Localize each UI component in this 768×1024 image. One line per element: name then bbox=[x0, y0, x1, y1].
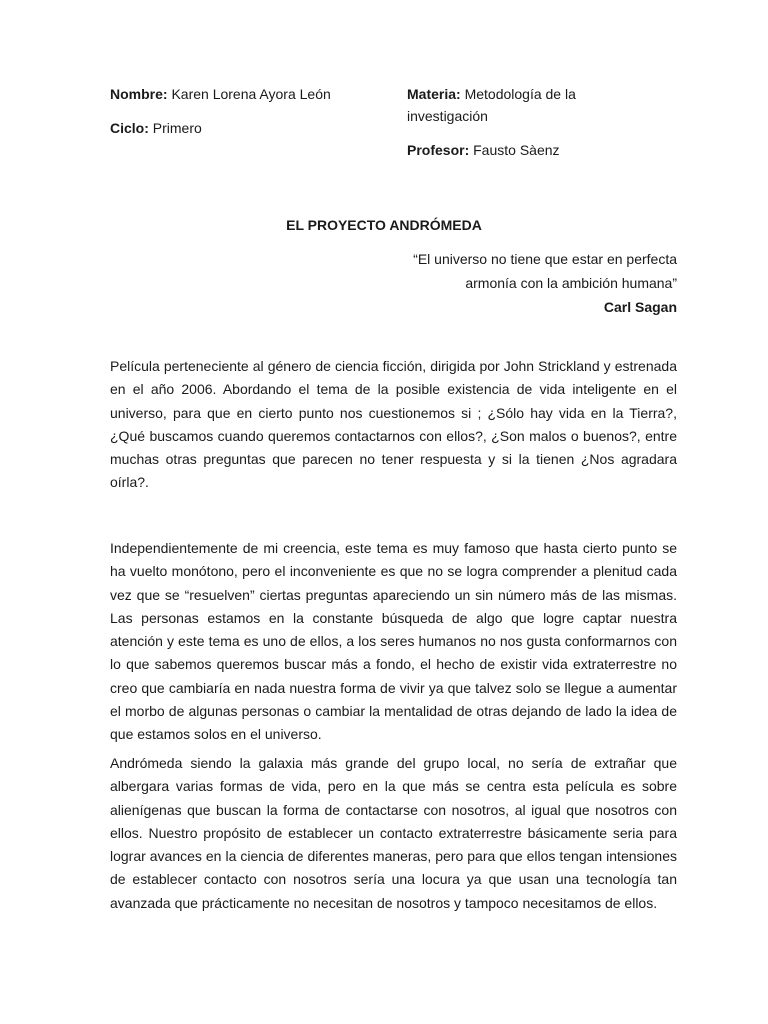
nombre-value: Karen Lorena Ayora León bbox=[171, 86, 331, 102]
profesor-label: Profesor: bbox=[407, 142, 470, 158]
profesor-field bbox=[407, 139, 627, 161]
paragraph-1: Película perteneciente al género de ciencia ficción, dirigida por John Strickland y estrenada en el año 2006. Abordando el tema de la posible existencia de vida inteligente en el universo, para que en cierto punto nos cuestionemos si ; ¿Sólo hay vida en la Tierra?, ¿Qué buscamos cuando queremos contactarnos con ellos?, ¿Son malos o buenos?, entre muchas otras preguntas que parecen no tener respuesta y si la tienen ¿Nos agradara oírla?. bbox=[110, 358, 677, 491]
quote-line-1: “El universo no tiene que estar en perfecta bbox=[413, 251, 677, 267]
epigraph-quote bbox=[380, 247, 677, 319]
document-title: EL PROYECTO ANDRÓMEDA bbox=[286, 217, 482, 233]
materia-label: Materia: bbox=[407, 86, 461, 102]
nombre-label: Nombre: bbox=[110, 86, 168, 102]
quote-line-2: armonía con la ambición humana” bbox=[465, 275, 677, 291]
header-right-block bbox=[407, 83, 627, 161]
materia-field bbox=[407, 83, 627, 105]
quote-author: Carl Sagan bbox=[603, 299, 677, 315]
materia-value-line1: Metodología de la bbox=[464, 86, 576, 102]
ciclo-value: Primero bbox=[152, 120, 202, 136]
ciclo-field bbox=[110, 117, 380, 139]
header-left-block bbox=[110, 83, 380, 139]
paragraph-3: Andrómeda siendo la galaxia más grande del grupo local, no sería de extrañar que albergara varias formas de vida, pero en la que más se centra esta película es sobre alienígenas que buscan la forma de contactarse con nosotros, al igual que nosotros con ellos. Nuestro propósito de establecer un contacto extraterrestre básicamente seria para lograr avances en la ciencia de diferentes maneras, pero para que ellos tengan intensiones de establecer contacto con nosotros sería una locura ya que usan una tecnología tan avanzada que prácticamente no necesitan de nosotros y tampoco necesitamos de ellos. bbox=[110, 755, 677, 911]
paragraph-2: Independientemente de mi creencia, este tema es muy famoso que hasta cierto punto se ha vuelto monótono, pero el inconveniente es que no se logra comprender a plenitud cada vez que se “resuelven” ciertas preguntas apareciendo un sin número más de las mismas. Las personas estamos en la constante búsqueda de algo que logre captar nuestra atención y este tema es uno de ellos, a los seres humanos no nos gusta conformarnos con lo que sabemos queremos buscar más a fondo, el hecho de existir vida extraterrestre no creo que cambiaría en nada nuestra forma de vivir ya que talvez solo se llegue a aumentar el morbo de algunas personas o cambiar la mentalidad de otras dejando de lado la idea de que estamos solos en el universo. bbox=[110, 540, 677, 743]
nombre-field bbox=[110, 83, 380, 105]
materia-value-line2: investigación bbox=[407, 108, 488, 124]
profesor-value: Fausto Sàenz bbox=[473, 142, 560, 158]
ciclo-label: Ciclo: bbox=[110, 120, 149, 136]
